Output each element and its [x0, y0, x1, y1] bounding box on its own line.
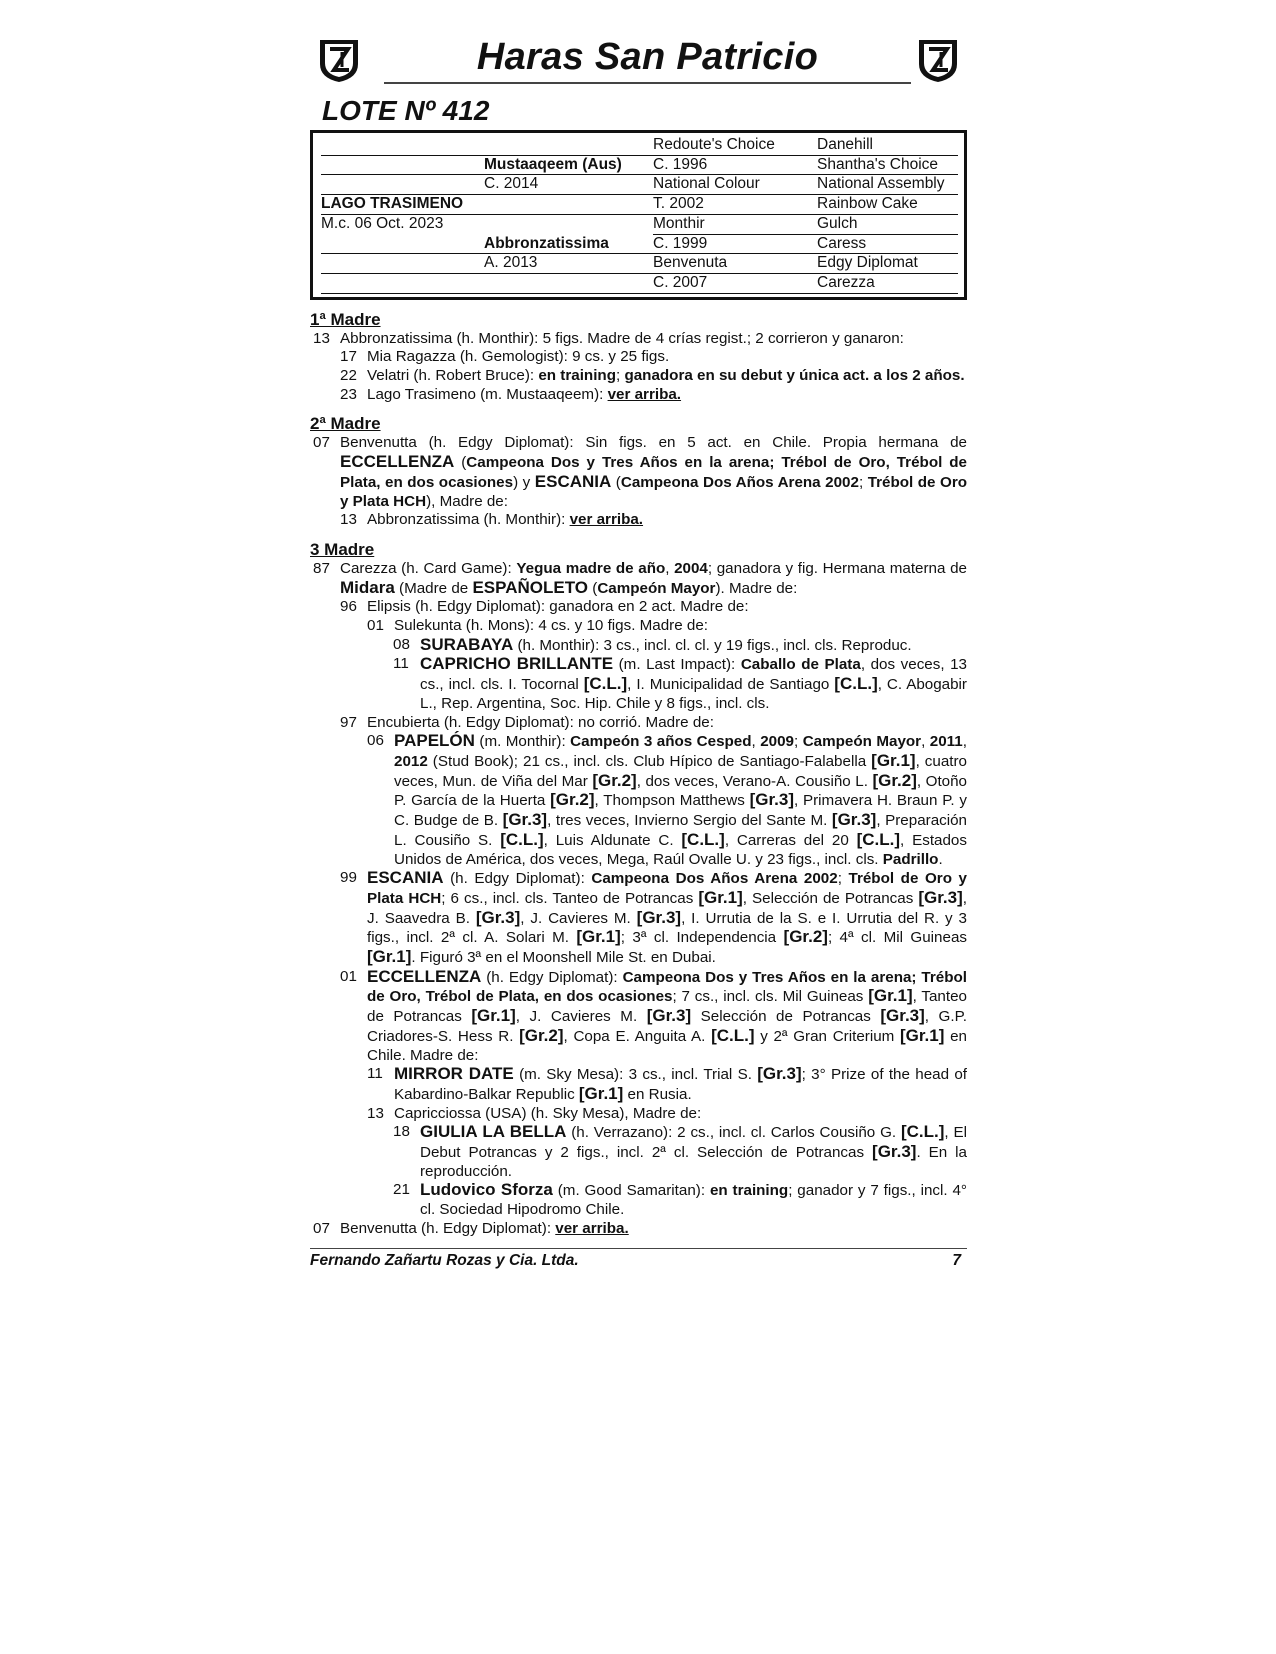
pedigree-cell: [321, 235, 484, 255]
page-number: 7: [952, 1252, 961, 1269]
pedigree-cell: [484, 195, 653, 215]
pedigree-cell: C. 1999: [653, 235, 817, 255]
pedigree-entry: [310, 732, 967, 869]
entry-year: 08: [393, 635, 410, 653]
entry-year: 21: [393, 1181, 410, 1199]
pedigree-cell: Redoute's Choice: [653, 136, 817, 156]
entry-text: Velatri (h. Robert Bruce): en training; ganadora en su debut y única act. a los 2 años.: [367, 367, 965, 385]
entry-year: 06: [367, 732, 384, 750]
pedigree-cell: Caress: [817, 235, 958, 255]
entry-year: 13: [340, 511, 357, 529]
entry-year: 23: [340, 385, 357, 403]
pedigree-cell: [321, 136, 484, 156]
entry-text: Abbronzatissima (h. Monthir): 5 figs. Madre de 4 crías regist.; 2 corrieron y ganaron:: [340, 329, 904, 347]
pedigree-cell: Rainbow Cake: [817, 195, 958, 215]
pedigree-cell: C. 2014: [484, 175, 653, 195]
pedigree-cell: [484, 136, 653, 156]
pedigree-table: [310, 130, 967, 300]
catalog-page: [310, 30, 967, 1239]
entry-text: Lago Trasimeno (m. Mustaaqeem): ver arriba.: [367, 385, 682, 403]
entry-text: Capricciossa (USA) (h. Sky Mesa), Madre de:: [394, 1104, 702, 1122]
pedigree-cell: Shantha's Choice: [817, 156, 958, 176]
pedigree-cell: Edgy Diplomat: [817, 254, 958, 274]
entry-text: Carezza (h. Card Game): Yegua madre de año, 2004; ganadora y fig. Hermana materna de Midara (Madre de ESPAÑOLETO (Campeón Mayor). Madre de:: [340, 559, 967, 597]
entry-text: GIULIA LA BELLA (h. Verrazano): 2 cs., incl. cl. Carlos Cousiño G. [C.L.], El Debut Potrancas y 2 figs., incl. 2ª cl. Selección de Potrancas [Gr.3]. En la reproducción.: [420, 1122, 968, 1180]
pedigree-row: [321, 136, 954, 156]
entry-text: Ludovico Sforza (m. Good Samaritan): en training; ganador y 7 figs., incl. 4° cl. Sociedad Hipodromo Chile.: [420, 1180, 968, 1219]
pedigree-entry: [310, 655, 967, 713]
entry-text: Sulekunta (h. Mons): 4 cs. y 10 figs. Madre de:: [394, 617, 709, 635]
pedigree-cell: [484, 215, 653, 235]
pedigree-cell: [321, 175, 484, 195]
zr-logo-icon: [316, 34, 362, 84]
pedigree-row: [321, 156, 954, 176]
zr-logo-icon: [915, 34, 961, 84]
pedigree-cell: C. 1996: [653, 156, 817, 176]
entry-text: Benvenutta (h. Edgy Diplomat): ver arriba.: [340, 1219, 629, 1237]
entry-text: Elipsis (h. Edgy Diplomat): ganadora en 2 act. Madre de:: [367, 598, 749, 616]
pedigree-cell: [484, 274, 653, 294]
pedigree-entry: [310, 511, 967, 530]
section-heading: 3 Madre: [310, 539, 375, 559]
pedigree-entry: [310, 348, 967, 367]
pedigree-entry: [310, 330, 967, 349]
pedigree-row: [321, 195, 954, 215]
entry-year: 18: [393, 1123, 410, 1141]
pedigree-entry: [310, 386, 967, 405]
pedigree-entry: [310, 869, 967, 968]
pedigree-entry: [310, 560, 967, 598]
pedigree-entry: [310, 367, 967, 386]
pedigree-row: [321, 274, 954, 294]
entry-text: Abbronzatissima (h. Monthir): ver arriba.: [367, 511, 644, 529]
header-title: Haras San Patricio: [384, 32, 911, 84]
entry-year: 01: [340, 967, 357, 985]
pedigree-entry: [310, 1065, 967, 1104]
pedigree-entry: [310, 1123, 967, 1181]
pedigree-cell: LAGO TRASIMENO: [321, 195, 484, 215]
pedigree-entry: [310, 598, 967, 617]
pedigree-entry: [310, 617, 967, 636]
entry-year: 22: [340, 367, 357, 385]
pedigree-row: [321, 215, 954, 235]
pedigree-entry: [310, 636, 967, 656]
pedigree-cell: Mustaaqeem (Aus): [484, 156, 653, 176]
page-header: [310, 30, 967, 90]
section-heading: 2ª Madre: [310, 414, 381, 434]
entry-text: ESCANIA (h. Edgy Diplomat): Campeona Dos Años Arena 2002; Trébol de Oro y Plata HCH; 6 cs., incl. cls. Tanteo de Potrancas [Gr.1], Selección de Potrancas [Gr.3], J. Saavedra B. [Gr.3], J. Cavieres M. [Gr.3], I. Urrutia de la S. e I. Urrutia del R. y 3 figs., incl. 2ª cl. A. Solari M. [Gr.1]; 3ª cl. Independencia [Gr.2]; 4ª cl. Mil Guineas [Gr.1]. Figuró 3ª en el Moonshell Mile St. en Dubai.: [367, 868, 967, 967]
entry-year: 87: [313, 559, 330, 577]
pedigree-cell: National Colour: [653, 175, 817, 195]
footer-company: Fernando Zañartu Rozas y Cia. Ltda.: [310, 1252, 579, 1269]
pedigree-entry: [310, 434, 967, 511]
entry-year: 13: [313, 329, 330, 347]
pedigree-cell: A. 2013: [484, 254, 653, 274]
dam-sections: [310, 310, 967, 1239]
entry-year: 11: [367, 1065, 383, 1083]
entry-text: Encubierta (h. Edgy Diplomat): no corrió. Madre de:: [367, 713, 714, 731]
pedigree-cell: Monthir: [653, 215, 817, 235]
section-heading: 1ª Madre: [310, 309, 381, 329]
pedigree-entry: [310, 1220, 967, 1239]
entry-year: 13: [367, 1104, 384, 1122]
entry-text: SURABAYA (h. Monthir): 3 cs., incl. cl. cl. y 19 figs., incl. cls. Reproduc.: [420, 634, 912, 654]
entry-text: PAPELÓN (m. Monthir): Campeón 3 años Cesped, 2009; Campeón Mayor, 2011, 2012 (Stud Book); 21 cs., incl. cls. Club Hípico de Santiago-Falabella [Gr.1], cuatro veces, Mun. de Viña del Mar [Gr.2], dos veces, Verano-A. Cousiño L. [Gr.2], Otoño P. García de la Huerta [Gr.2], Thompson Matthews [Gr.3], Primavera H. Braun P. y C. Budge de B. [Gr.3], tres veces, Invierno Sergio del Sante M. [Gr.3], Preparación L. Cousiño S. [C.L.], Luis Aldunate C. [C.L.], Carreras del 20 [C.L.], Estados Unidos de América, dos veces, Mega, Raúl Ovalle U. y 23 figs., incl. cls. Padrillo.: [394, 731, 968, 868]
pedigree-cell: Gulch: [817, 215, 958, 235]
entry-year: 97: [340, 713, 357, 731]
entry-year: 01: [367, 617, 384, 635]
pedigree-cell: M.c. 06 Oct. 2023: [321, 214, 444, 232]
pedigree-cell: [321, 156, 484, 176]
pedigree-cell: T. 2002: [653, 195, 817, 215]
entry-text: CAPRICHO BRILLANTE (m. Last Impact): Caballo de Plata, dos veces, 13 cs., incl. cls. I. Tocornal [C.L.], I. Municipalidad de Santiago [C.L.], C. Abogabir L., Rep. Argentina, Soc. Hip. Chile y 8 figs., incl. cls.: [420, 654, 968, 712]
lot-number: LOTE Nº 412: [322, 95, 490, 126]
pedigree-row: [321, 235, 954, 255]
pedigree-entry: [310, 1105, 967, 1124]
entry-year: 96: [340, 598, 357, 616]
pedigree-cell: Danehill: [817, 136, 958, 156]
entry-text: ECCELLENZA (h. Edgy Diplomat): Campeona Dos y Tres Años en la arena; Trébol de Oro, Trébol de Plata, en dos ocasiones; 7 cs., incl. cls. Mil Guineas [Gr.1], Tanteo de Potrancas [Gr.1], J. Cavieres M. [Gr.3] Selección de Potrancas [Gr.3], G.P. Criadores-S. Hess R. [Gr.2], Copa E. Anguita A. [C.L.] y 2ª Gran Criterium [Gr.1] en Chile. Madre de:: [367, 966, 967, 1064]
pedigree-cell: [321, 254, 484, 274]
pedigree-cell: National Assembly: [817, 175, 958, 195]
entry-text: Mia Ragazza (h. Gemologist): 9 cs. y 25 figs.: [367, 348, 670, 366]
entry-text: Benvenutta (h. Edgy Diplomat): Sin figs. en 5 act. en Chile. Propia hermana de ECCELLENZA (Campeona Dos y Tres Años en la arena; Trébol de Oro, Trébol de Plata, en dos ocasiones) y ESCANIA (Campeona Dos Años Arena 2002; Trébol de Oro y Plata HCH), Madre de:: [340, 434, 968, 510]
pedigree-cell: Abbronzatissima: [484, 235, 653, 255]
pedigree-row: [321, 254, 954, 274]
entry-year: 99: [340, 869, 357, 887]
entry-year: 17: [340, 348, 357, 366]
pedigree-entry: [310, 1181, 967, 1219]
page-footer: [310, 1248, 967, 1270]
pedigree-row: [321, 175, 954, 195]
pedigree-cell: Benvenuta: [653, 254, 817, 274]
pedigree-cell: C. 2007: [653, 274, 817, 294]
entry-year: 11: [393, 655, 409, 673]
entry-year: 07: [313, 434, 330, 452]
entry-year: 07: [313, 1219, 330, 1237]
pedigree-entry: [310, 714, 967, 733]
entry-text: MIRROR DATE (m. Sky Mesa): 3 cs., incl. Trial S. [Gr.3]; 3° Prize of the head of Kabardino-Balkar Republic [Gr.1] en Rusia.: [394, 1064, 967, 1103]
pedigree-cell: Carezza: [817, 274, 958, 294]
pedigree-entry: [310, 968, 967, 1066]
pedigree-cell: [321, 274, 484, 294]
